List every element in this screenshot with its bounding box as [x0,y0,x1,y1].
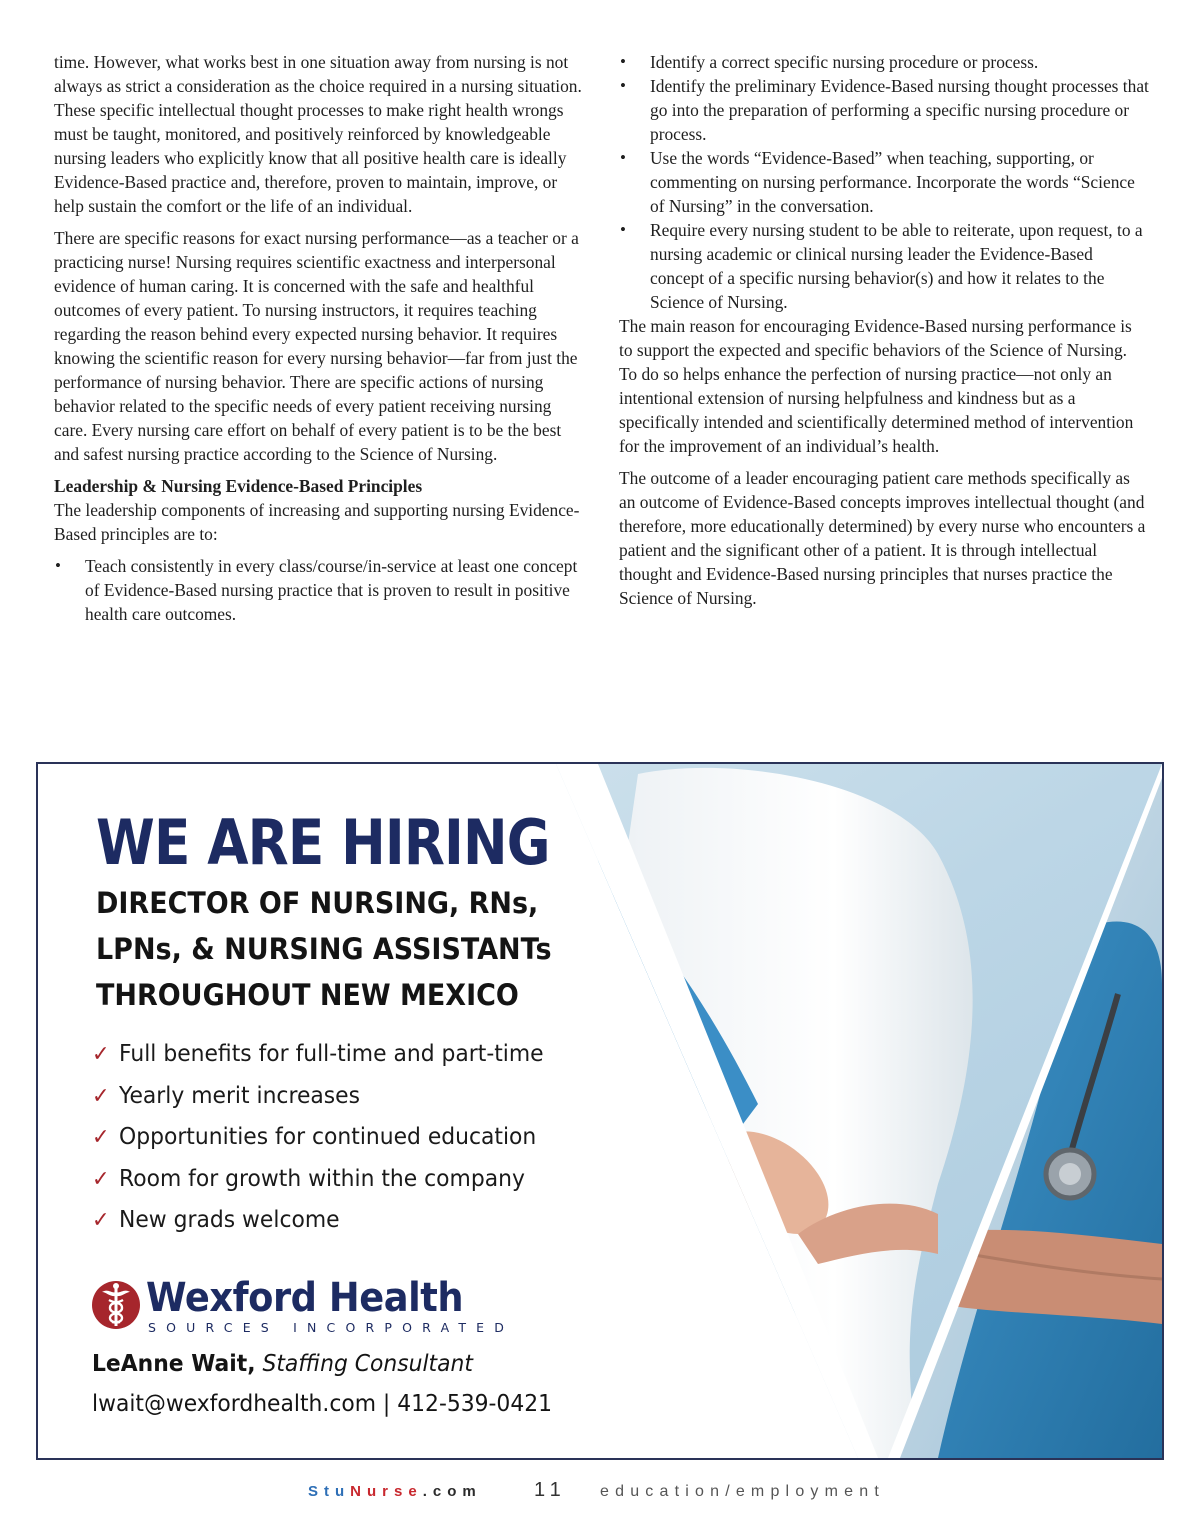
site-name-part: .com [422,1483,482,1500]
list-item: • Use the words “Evidence-Based” when teaching, supporting, or commenting on nursing performance. Incorporate the words “Science of Nursing” in the conversation. [619,146,1149,218]
section-name: education/employment [600,1483,885,1500]
logo-tagline: SOURCES INCORPORATED [148,1320,515,1335]
page-footer [0,1479,1200,1509]
position-line: THROUGHOUT NEW MEXICO [96,978,519,1012]
checkmark-icon: ✓ [92,1083,110,1109]
contact-details: lwait@wexfordhealth.com | 412-539-0421 [92,1391,553,1417]
bullet-list [54,554,584,626]
checkmark-icon: ✓ [92,1042,110,1067]
benefit-text: New grads welcome [119,1207,340,1233]
contact-title: Staffing Consultant [262,1351,473,1377]
wexford-health-logo [92,1274,532,1334]
benefit-item [92,1034,544,1076]
article-paragraph: The main reason for encouraging Evidence-Based nursing performance is to support the expected and specific behaviors of the Science of Nursing. To do so helps enhance the perfection of nursing practice—not only an intentional extension of nursing helpfulness and kindness but as a specifically intended and scientifically determined method of intervention for the improvement of an individual’s health. [619,316,1134,456]
article-paragraph: time. However, what works best in one situation away from nursing is not always as strict a consideration as the choice required in a nursing situation. These specific intellectual thought processes to make right health wrongs must be taught, monitored, and positively reinforced by knowledgeable nursing leaders who explicitly know that all positive health care is ideally Evidence-Based practice and, therefore, proven to maintain, improve, or help sustain the comfort or the life of an individual. [54,52,582,216]
article-right-column [619,50,1149,618]
contact-person: LeAnne Wait, [92,1351,256,1377]
checkmark-icon: ✓ [92,1208,110,1233]
article-paragraph: The leadership components of increasing and supporting nursing Evidence-Based principles are to: [54,500,580,544]
hiring-advertisement [36,762,1164,1460]
article-paragraph: The outcome of a leader encouraging patient care methods specifically as an outcome of Evidence-Based concepts improves intellectual thought (and therefore, more educationally determined) by every nurse who encounters a patient and the significant other of a patient. It is through intellectual thought and Evidence-Based nursing principles that nurses practice the Science of Nursing. [619,468,1146,608]
checkmark-icon: ✓ [92,1125,110,1150]
benefit-text: Full benefits for full-time and part-time [119,1041,544,1067]
benefit-text: Opportunities for continued education [119,1124,537,1150]
benefit-item [92,1117,544,1159]
benefit-text: Room for growth within the company [119,1165,525,1192]
ad-positions [96,880,552,1018]
article-paragraph: There are specific reasons for exact nursing performance—as a teacher or a practicing nurse! Nursing requires scientific exactness and interpersonal evidence of human caring. It is concerned with the safe and healthful outcomes of every patient. To nursing instructors, it requires teaching regarding the reason behind every expected nursing behavior. It requires knowing the scientific reason for every nursing behavior—far from just the performance of nursing behavior. There are specific actions of nursing behavior related to the specific needs of every patient receiving nursing care. Every nursing care effort on behalf of every patient is to be the best and safest nursing practice according to the Science of Nursing. [54,228,579,464]
bullet-list [619,50,1149,314]
caduceus-icon [92,1278,146,1332]
site-name [308,1483,482,1500]
benefit-item [92,1076,544,1118]
contact-name [92,1348,473,1380]
site-name-part: Nurse [350,1483,423,1500]
list-item: • Identify the preliminary Evidence-Based nursing thought processes that go into the preparation of performing a specific nursing procedure or process. [619,74,1149,146]
ad-headline: WE ARE HIRING [96,806,550,879]
article-left-column [54,50,584,626]
site-name-part: Stu [308,1483,351,1500]
position-line: LPNs, & NURSING ASSISTANTs [96,932,552,966]
list-item: • Require every nursing student to be able to reiterate, upon request, to a nursing academic or clinical nursing leader the Evidence-Based concept of a specific nursing behavior(s) and how it relates to the Science of Nursing. [619,218,1149,314]
logo-name: Wexford Health [146,1275,464,1321]
list-item: • Teach consistently in every class/course/in-service at least one concept of Evidence-Based nursing practice that is proven to result in positive health care outcomes. [54,554,584,626]
ad-text-panel [38,764,638,1458]
benefit-text: Yearly merit increases [119,1082,361,1109]
page-number: 11 [534,1479,567,1501]
benefit-item [92,1200,544,1242]
list-item: • Identify a correct specific nursing procedure or process. [619,50,1149,74]
section-heading: Leadership & Nursing Evidence-Based Principles [54,476,423,496]
benefits-list [92,1034,567,1242]
position-line: DIRECTOR OF NURSING, RNs, [96,886,539,920]
checkmark-icon: ✓ [92,1166,110,1192]
benefit-item [92,1159,544,1201]
